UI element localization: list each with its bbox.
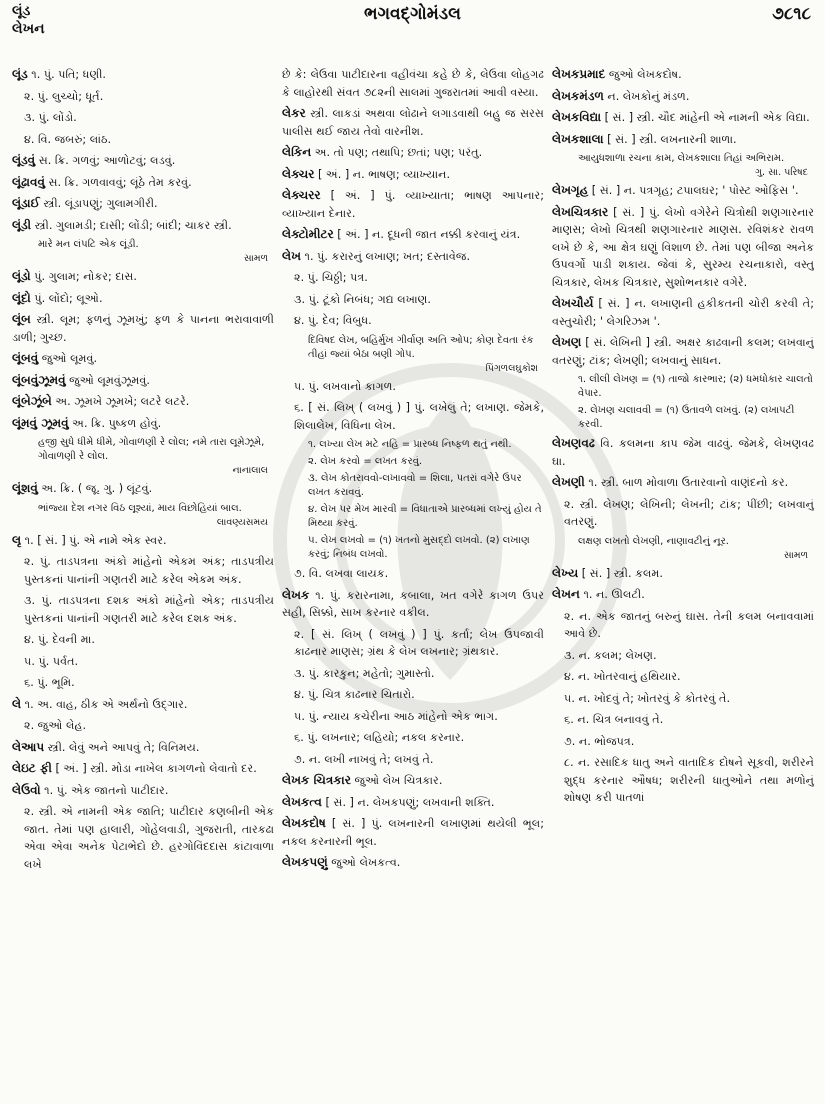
citation-quote: ૧. લીલી લેખણ = (૧) તાજો કારભાર; (૨) ધમધોકાર ચાલતો વેપાર.: [578, 374, 813, 399]
dictionary-entry: [552, 435, 814, 470]
headword: લેઆપ: [12, 739, 45, 754]
dictionary-entry: [12, 415, 274, 433]
citation-source: પિંગળલઘુકોશ: [485, 362, 538, 374]
definition-text: ૨. પું. તાડપત્રના અંકો માંહેનો એકમ અંક; તાડપત્રીય પુસ્તકનાં પાનાંની ગણતરી માટે કરેલ એકમ અંક.: [24, 555, 274, 586]
headword: લૂંબવું: [12, 351, 39, 365]
citation-source: લાવણ્યસમય: [216, 516, 268, 528]
headword: લેખ: [282, 248, 301, 263]
citation-quote: હજી સુધે ધીમે ધીમે, ગોવાળણી રે લોલ; નમે તારા લૂમેઝૂમે, ગોવાળણી રે લોલ.: [38, 437, 265, 462]
citation-quote: ૨. લેખણ ચલાવવી = (૧) ઉતાવળે લખવું. (૨) લખાપટી કરવી.: [578, 405, 795, 430]
definition-text: ૩. પું. ટૂંકો નિબંધ; ગદ્ય લખાણ.: [294, 292, 431, 306]
definition-text: [ અં. ] પું. વ્યાખ્યાતા; ભાષણ આપનાર; વ્યાખ્યાન દેનાર.: [282, 189, 544, 220]
definition-text: ૧. પું. કરારનું લખાણ; ખત; દસ્તાવેજ.: [300, 249, 471, 263]
headword: લેકિન: [282, 145, 312, 159]
dictionary-entry: [12, 393, 274, 411]
dictionary-entry: [552, 109, 814, 127]
column-1: [12, 66, 274, 1096]
definition-text: ૩. પું. તાડપત્રના દશક અંકો માંહેનો એક; તાડપત્રીય પુસ્તકનાં પાનાંની ગણતરી માટે કરેલ દશક અંક.: [24, 594, 274, 625]
headword: લેખક: [282, 587, 310, 602]
dictionary-entry: [282, 665, 544, 683]
headword: લેખકદોષ: [282, 816, 326, 830]
definition-text: ૨. પું. ચિઠ્ઠી; પત્ર.: [294, 271, 368, 284]
dictionary-entry: [282, 751, 544, 769]
definition-text: [ અં. ] ન. દૂધની જાત નક્કી કરવાનું યંત્ર.: [333, 228, 521, 241]
citation-source: ગુ. સા. પરિષદ: [755, 167, 808, 178]
dictionary-entry: [282, 312, 544, 330]
citation-quote: ૩. લેખ કોતરાવવો-લખાવવો = શિલા, પતરાં વગેરે ઉપર લખત કરાવવું.: [308, 473, 522, 498]
dictionary-entry: [282, 166, 544, 184]
definition-text: ૫. પું. પર્વત.: [24, 654, 79, 668]
headword: લેખણ: [552, 335, 582, 349]
definition-text: જુઓ લૂમવુંઝૂમવું.: [65, 373, 150, 387]
column-2: [282, 66, 544, 1096]
dictionary-entry: [12, 290, 274, 308]
citation-quote: દિવિષદ લેખ, બહિર્મુખ ગીર્વાણ અતિ ઓપ; કોણ દેવતા રંક તીહાં જ્યાં બેઠા બણી ગોપ.: [308, 334, 534, 360]
dictionary-entry: [282, 144, 544, 162]
dictionary-entry: [552, 565, 814, 583]
definition-text: ૨. સ્ત્રી. લેખણ; લેખિની; લેખની; ટાંક; પીંછી; લખવાનું વતરણું.: [564, 497, 814, 528]
headword: લેખણવઢ: [552, 436, 595, 450]
definition-text: સ. ક્રિ. ગળવું; આળોટવું; લડવું.: [35, 154, 176, 167]
dictionary-entry: [12, 372, 274, 390]
dictionary-entry: [282, 708, 544, 726]
definition-text: અ. ક્રિ. ( જૂ. ગુ. ) લૂંટવું.: [37, 482, 153, 495]
citation-quote: ૪. લેખ પર મેખ મારવી = વિધાતાએ પ્રારબ્ધમાં લખ્યું હોય તે મિથ્યા કરવું.: [308, 504, 542, 529]
dictionary-entry: [12, 174, 274, 192]
citation-quote: ભાંજ્યા દેશ નગર વિઠ લૂશ્યાં, માય વિછોહિયાં બાલ.: [38, 502, 242, 514]
dictionary-entry: [12, 674, 274, 692]
headword: લૂંમવું ઝૂમવું: [12, 415, 69, 430]
definition-text: ૪. પું. ચિત્ર કાઢનાર ચિતારો.: [294, 688, 415, 701]
definition-text: ૧. ન. ઊલટી.: [579, 588, 645, 601]
headword: લેખકશાલા: [552, 131, 604, 146]
definition-text: ૭. ન. લખી નાખવું તે; લખવું તે.: [294, 752, 434, 766]
definition-text: [ સં. ] પું. લખનારની લખાણમાં થયેલી ભૂલ; નકલ કરનારની ભૂલ.: [282, 817, 544, 848]
headword: લેખકમંડળ: [552, 88, 604, 103]
headword: લેખગૃહ: [552, 183, 589, 197]
definition-text: [ સં. ] ન. પત્રગૃહ; ટપાલઘર; ' પોસ્ટ ઓફિસ '.: [588, 184, 799, 197]
headword: લૂંડ: [12, 67, 28, 81]
dictionary-entry: [12, 66, 274, 84]
headword: લૂંદો: [12, 290, 31, 305]
headword: લૃ: [12, 532, 22, 547]
citation-quote: ૫. લેખ લખવો = (૧) ખતનો મુસદ્દો લખવો. (૨) લખાણ કરવું; નિબંધ લખવો.: [308, 535, 530, 560]
definition-text: અ. તો પણ; તથાપિ; છતાં; પણ; પરંતુ.: [311, 146, 483, 159]
headword: લેખક ચિત્રકાર: [282, 773, 351, 787]
dictionary-entry: [282, 794, 544, 812]
dictionary-entry: [12, 131, 274, 149]
definition-text: [ સં. ] સ્ત્રી. લખનારની શાળા.: [603, 132, 737, 146]
dictionary-entry: [552, 295, 814, 330]
headword: લેકર: [282, 106, 306, 120]
first-headword: લૂંડ: [12, 3, 31, 19]
column-3: [552, 66, 814, 1096]
dictionary-entry: [12, 592, 274, 627]
dictionary-entry: [552, 474, 814, 492]
dictionary-entry: [282, 105, 544, 140]
definition-text: ૬. પું. ભૂમિ.: [24, 676, 75, 689]
dictionary-entry: [282, 686, 544, 704]
headword: લૂંઢાવવું: [12, 174, 45, 189]
dictionary-entry: [282, 378, 544, 396]
dictionary-entry: [282, 854, 544, 872]
dictionary-entry: [552, 586, 814, 604]
definition-text: ૩. પું. લોંડો.: [24, 111, 77, 124]
definition-text: જુઓ લેખ ચિત્રકાર.: [350, 774, 443, 787]
definition-text: સ્ત્રી. લાકડાં અથવા લોઢાને લગાડવાથી બહુ જ સરસ પાલીસ થઈ જાય તેવો વારનીશ.: [282, 107, 544, 138]
dictionary-entry: [282, 399, 544, 434]
definition-text: [ અં. ] ન. ભાષણ; વ્યાખ્યાન.: [314, 167, 451, 181]
dictionary-entry: [282, 815, 544, 850]
definition-text: [ સં. ] પું. લેખો વગેરેને ચિત્રોથી શણગારનાર માણસ; લેખો ચિત્રથી શણગારનાર માણસ. રવિશંકર રાવળ લખે છે કે, આ ક્ષેત્ર ઘણું વિશાળ છે. તેમાં પણ બીજા અનેક ઉપવર્ગો પાડી શકાય. જેવાં કે, સુરમ્ય રચનાકારો, વસ્તુ ચિત્રકાર, લેખક ચિત્રકાર, સુશોભનકાર વગેરે.: [552, 205, 814, 289]
headword: લેઇટ ફી: [12, 761, 52, 775]
citation-source: સામળ: [783, 549, 808, 561]
definition-text: અ. ક્રિ. પુષ્કળ હોવું.: [68, 416, 162, 430]
definition-text: ૬. [ સં. લિખ્ ( લખવું ) ] પું. લખેલું તે; લખાણ. જેમકે, શિલાલેખ, વિધિના લેખ.: [294, 401, 544, 432]
dictionary-entry: [552, 88, 814, 106]
dictionary-entry: [552, 66, 814, 84]
dictionary-title: ભગવદ્ગોમંડલ: [364, 4, 461, 24]
definition-text: સ. ક્રિ. ગળવાવવું; લૂંઠે તેમ કરવું.: [44, 175, 192, 189]
definition-text: ૨. જુઓ લેહ.: [24, 719, 87, 732]
dictionary-entry: [552, 496, 814, 531]
dictionary-entry: [12, 109, 274, 127]
definition-text: [ સં. ] સ્ત્રી. ચૌદ માંહેની એ નામની એક વિદ્યા.: [601, 111, 810, 124]
dictionary-entry: [552, 690, 814, 708]
headword: લેક્ચર: [282, 166, 315, 181]
dictionary-entry: [282, 269, 544, 287]
dictionary-entry: [12, 195, 274, 213]
definition-text: અ. ઝૂમખે ઝૂમખે; લટરે લટરે.: [51, 395, 190, 408]
citation-quote: ૧. લખ્યા લેખ મટે નહિ = પ્રારબ્ધ નિષ્ફળ થતું નથી.: [308, 439, 512, 450]
dictionary-entry: [12, 803, 274, 873]
dictionary-entry: [12, 532, 274, 550]
dictionary-entry: [282, 587, 544, 622]
headword: લેખકવિદ્યા: [552, 110, 602, 124]
headword: લૂંશવું: [12, 481, 38, 495]
headword: લૂંબવુંઝૂમવું: [12, 372, 66, 387]
headword: લે: [12, 696, 22, 711]
definition-text: ૫. પું. લખવાનો કાગળ.: [294, 379, 396, 393]
dictionary-entry: [552, 733, 814, 751]
definition-text: ૪. ન. ખોતરવાનું હથિયાર.: [564, 670, 681, 683]
headword: લૂંડી: [12, 217, 32, 232]
definition-text: ૩. ન. કલમ; લેખણ.: [564, 648, 657, 662]
definition-text: ૧. પું. પતિ; ધણી.: [27, 68, 106, 81]
definition-text: સ્ત્રી. ગુલામડી; દાસી; લોંડી; બાંદી; ચાકર સ્ત્રી.: [31, 218, 232, 232]
headword: લેખચૌર્ય: [552, 296, 594, 310]
definition-text: ન. લેખકોનું મંડળ.: [603, 89, 690, 103]
headword: લૂંડવું: [12, 153, 36, 167]
definition-text: ૮. ન. રસાદિક ધાતુ અને વાતાદિક દોષને સૂકવી, શરીરને શુદ્ધ કરનાર ઔષધ; શરીરની ધાતુઓને તથા મળોનું શોષણ કરી પાતળાં: [564, 756, 814, 804]
dictionary-entry: [552, 131, 814, 149]
dictionary-entry: [12, 217, 274, 235]
definition-text: જુઓ લૂમવું.: [38, 352, 97, 365]
last-headword: લેખન: [12, 21, 45, 37]
headword: લેખન: [552, 587, 580, 601]
headword: લેખકપણું: [282, 855, 328, 869]
definition-text: ૧. [ સં. ] પું. એ નામે એક સ્વર.: [21, 533, 167, 547]
definition-text: [ સં. ] ન. લખાણની હકીકતની ચોરી કરવી તે; વસ્તુચોરી; ' લેગરિઝમ '.: [552, 297, 814, 328]
definition-text: જુઓ લેખકત્વ.: [327, 856, 401, 869]
definition-text: પું. લોંદો; લૂઓ.: [30, 291, 103, 305]
dictionary-entry: [12, 268, 274, 286]
definition-text: ૫. પું. ન્યાય કચેરીના આઠ માંહેનો એક ભાગ.: [294, 709, 498, 723]
dictionary-entry: [552, 608, 814, 643]
definition-text: [ સં. લેખિની ] સ્ત્રી. અક્ષર કાઢવાની કલમ; લખવાનું વતરણું; ટાંક; લેખણી; લખવાનું સાધન.: [552, 336, 814, 367]
headword: લેખણી: [552, 475, 585, 489]
definition-text: જુઓ લેખકદોષ.: [605, 68, 682, 81]
dictionary-entry: [552, 182, 814, 200]
definition-text: પું. ગુલામ; નોકર; દાસ.: [30, 270, 137, 283]
headword: લૂંડો: [12, 269, 31, 283]
dictionary-entry: [12, 696, 274, 714]
citation-source: નાનાલાલ: [232, 465, 268, 476]
definition-text: ૫. ન. ખોદવું તે; ખોતરવું કે કોતરવું તે.: [564, 691, 730, 705]
dictionary-entry: [282, 66, 544, 101]
headword: લેખચિત્રકાર: [552, 204, 609, 219]
definition-text: ૧. અ. વાહ, ઠીક એ અર્થનો ઉદ્ગાર.: [21, 697, 188, 711]
page-number: ૭૮૧૮: [772, 4, 811, 24]
definition-text: ૧. સ્ત્રી. બાળ મોવાળા ઉતારવાનો વાણંદનો કર.: [584, 476, 789, 489]
definition-text: છે કે: લેઉવા પાટીદારના વહીવંચા કહે છે કે, લેઉવા લોહગઢ કે લાહોરથી સંવત ૭૮૨ની સાલમાં ગુજરાતમાં આવી વસ્યા.: [282, 68, 544, 99]
headword: લૂંડાઈ: [12, 196, 40, 210]
definition-text: ૪. પું. દેવની મા.: [24, 633, 95, 646]
dictionary-entry: [552, 668, 814, 686]
dictionary-entry: [552, 204, 814, 292]
dictionary-entry: [12, 631, 274, 649]
headword: લેખકત્વ: [282, 794, 322, 809]
dictionary-entry: [12, 480, 274, 498]
citation-source: સામળ: [243, 253, 268, 264]
dictionary-entry: [552, 647, 814, 665]
definition-text: [ સં. ] સ્ત્રી. કલમ.: [578, 566, 663, 580]
definition-text: સ્ત્રી. લેવું અને આપવું તે; વિનિમય.: [44, 740, 200, 754]
citation-quote: લક્ષણ લખતો લેખણી, નાણાવટીનું નૂર.: [578, 535, 729, 547]
definition-text: ૨. સ્ત્રી. એ નામની એક જાતિ; પાટીદાર કણબીની એક જાત. તેમાં પણ હાલારી, ગોહેલવાડી, ગુજરાતી, તારકઢા એવા એવા અનેક પેટાભેદો છે. હરગોવિંદદાસ કાંટાવાળા લખે: [24, 805, 274, 871]
dictionary-entry: [12, 653, 274, 671]
definition-text: ૬. ન. ચિત્ર બનાવવું તે.: [564, 713, 664, 726]
definition-text: સ્ત્રી. લૂમ; ફળનું ઝૂમખું; ફળ કે પાનના ભરાવાવાળી ડાળી; ગુચ્છ.: [12, 313, 274, 344]
dictionary-entry: [12, 739, 274, 757]
dictionary-entry: [282, 626, 544, 661]
definition-text: સ્ત્રી. લૂંડાપણું; ગુલામગીરી.: [39, 197, 158, 210]
definition-text: ૨. ન. એક જાતનું બરુનું ઘાસ. તેની કલમ બનાવવામાં આવે છે.: [564, 609, 814, 640]
headword: લેક્ચરર: [282, 188, 321, 202]
dictionary-entry: [282, 226, 544, 244]
dictionary-entry: [552, 754, 814, 807]
definition-text: ૧. પું. એક જાતનો પાટીદાર.: [40, 783, 169, 797]
definition-text: ૨. [ સં. લિખ્ ( લખવું ) ] પું. કર્તા; લેખ ઉપજાવી કાઢનાર માણસ; ગ્રંથ કે લેખ લખનાર; ગ્રંથકાર.: [294, 627, 544, 658]
dictionary-entry: [552, 334, 814, 369]
dictionary-entry: [282, 772, 544, 790]
definition-text: [ અં. ] સ્ત્રી. મોડા નાખેલ કાગળનો લેવાતો દર.: [51, 762, 257, 775]
headword: લેઉવો: [12, 782, 41, 797]
dictionary-entry: [12, 717, 274, 735]
headword: લૂંબેઝૂંબે: [12, 394, 52, 408]
definition-text: ૨. પું. લુચ્ચો; ધૂર્ત.: [24, 89, 104, 103]
citation-quote: ૨. લેખ કરવો = લખત કરવું.: [308, 456, 423, 467]
definition-text: ૧. પું. કરારનામા, કબાલા, ખત વગેરે કાગળ ઉપર સહી, સિક્કો, સાખ કરનાર વકીલ.: [282, 588, 544, 619]
definition-text: [ સં. ] ન. લેખકપણું; લખવાની શક્તિ.: [321, 795, 495, 809]
headword: લૂંબ: [12, 312, 31, 326]
dictionary-entry: [12, 782, 274, 800]
dictionary-entry: [12, 311, 274, 346]
dictionary-entry: [282, 729, 544, 747]
dictionary-entry: [12, 152, 274, 170]
definition-text: ૭. વિ. લખવા લાયક.: [294, 567, 389, 580]
dictionary-entry: [552, 711, 814, 729]
dictionary-entry: [282, 248, 544, 266]
definition-text: ૪. વિ. જબરું; લાંઠ.: [24, 132, 112, 146]
dictionary-entry: [12, 553, 274, 588]
dictionary-entry: [282, 565, 544, 583]
definition-text: ૪. પું. દેવ; વિબુધ.: [294, 314, 372, 327]
dictionary-entry: [282, 187, 544, 222]
citation-quote: મારે મન લંપટિ એક લૂંડી.: [38, 239, 139, 250]
definition-text: ૬. પું. લખનાર; લહિયો; નકલ કરનાર.: [294, 731, 465, 744]
citation-quote: આયુધશાળા રચના કામ, લેખકશાલા તિહાં અભિરામ.: [578, 153, 785, 164]
dictionary-entry: [282, 291, 544, 309]
headword: લેક્ટોમીટર: [282, 227, 334, 241]
definition-text: વિ. કલમના કાપ જેમ વાઢવું. જેમકે, લેખણવઢ ઘા.: [552, 437, 814, 468]
dictionary-entry: [12, 88, 274, 106]
headword: લેખકપ્રમાદ: [552, 67, 606, 81]
headword: લેખ્ય: [552, 565, 579, 580]
definition-text: ૩. પું. કારકુન; મહેતો; ગુમાસ્તો.: [294, 666, 435, 680]
dictionary-entry: [12, 350, 274, 368]
definition-text: ૭. ન. ભોજપત્ર.: [564, 734, 635, 748]
dictionary-entry: [12, 760, 274, 778]
